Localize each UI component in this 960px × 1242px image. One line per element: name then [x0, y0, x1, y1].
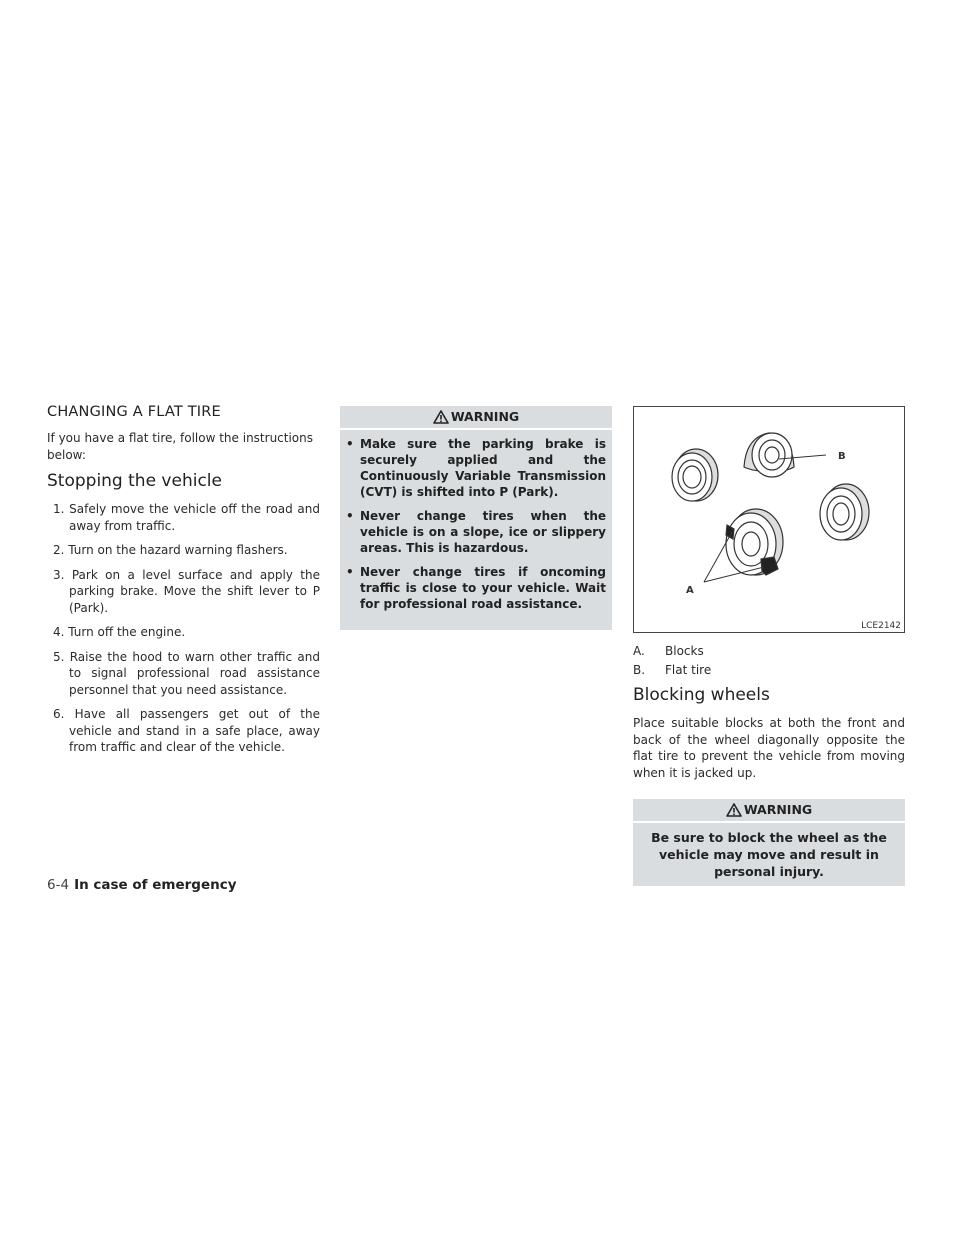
warning-item-text: Never change tires when the vehicle is on a slope, ice or slippery areas. This is hazardous. [360, 509, 606, 555]
warning-item-text: Make sure the parking brake is securely applied and the Continuously Variable Transmission (CVT) is shifted into P (Park). [360, 437, 606, 499]
wheel-blocks-illustration [633, 406, 905, 633]
step-item: 1. Safely move the vehicle off the road and away from traffic. [53, 502, 320, 533]
bullet: • [346, 565, 354, 579]
bullet: • [346, 509, 354, 523]
warning-item [346, 564, 606, 612]
caption-text: Flat tire [665, 663, 712, 677]
caption-key: A. [633, 644, 645, 658]
warning-list [346, 436, 606, 612]
warning-triangle-icon [726, 803, 742, 817]
warning-item [346, 508, 606, 556]
warning-title: WARNING [743, 802, 813, 817]
page-footer [47, 877, 237, 893]
step-item: 6. Have all passengers get out of the vehicle and stand in a safe place, away from traffic and clear of the vehicle. [53, 707, 320, 754]
caption-item [633, 643, 905, 660]
warning-title: WARNING [450, 409, 520, 424]
page-number: 6-4 [47, 877, 70, 893]
caption-text: Blocks [665, 644, 704, 658]
warning-item [346, 436, 606, 500]
warning-header [340, 406, 612, 430]
blocking-paragraph: Place suitable blocks at both the front and back of the wheel diagonally opposite the flat tire to prevent the vehicle from moving when it is jacked up. [633, 716, 905, 780]
warning-box [633, 799, 905, 886]
middle-column [340, 400, 612, 630]
subhead-stopping: Stopping the vehicle [47, 471, 222, 491]
warning-text: Be sure to block the wheel as the vehicle may move and result in personal injury. [651, 830, 887, 879]
tire-icon [672, 449, 718, 501]
section-title: CHANGING A FLAT TIRE [47, 404, 221, 420]
warning-box [340, 406, 612, 630]
warning-body [340, 430, 612, 630]
label-b: B [838, 451, 846, 462]
bullet: • [346, 437, 354, 451]
left-column [47, 400, 320, 764]
label-a: A [686, 585, 694, 596]
caption-item [633, 662, 905, 679]
figure-captions [633, 643, 905, 679]
step-item: 3. Park on a level surface and apply the parking brake. Move the shift lever to P (Park). [53, 567, 320, 615]
tire-blocks-drawing [634, 407, 904, 632]
caption-key: B. [633, 663, 646, 677]
blocked-tire-icon [726, 509, 783, 575]
right-column [633, 400, 905, 886]
subhead-blocking: Blocking wheels [633, 685, 770, 705]
step-item: 4. Turn off the engine. [53, 625, 186, 639]
warning-header [633, 799, 905, 823]
steps-list [47, 501, 320, 756]
step-item: 2. Turn on the hazard warning flashers. [53, 543, 288, 557]
figure-code: LCE2142 [861, 621, 901, 631]
flat-tire-icon [744, 433, 794, 477]
step-item: 5. Raise the hood to warn other traffic and to signal professional road assistance personnel that you need assistance. [53, 649, 320, 697]
warning-triangle-icon [433, 410, 449, 424]
tire-icon [820, 484, 869, 540]
warning-item-text: Never change tires if oncoming traffic is close to your vehicle. Wait for professional road assistance. [360, 565, 606, 611]
chapter-title: In case of emergency [74, 877, 237, 893]
intro-paragraph: If you have a flat tire, follow the instructions below: [47, 431, 314, 462]
